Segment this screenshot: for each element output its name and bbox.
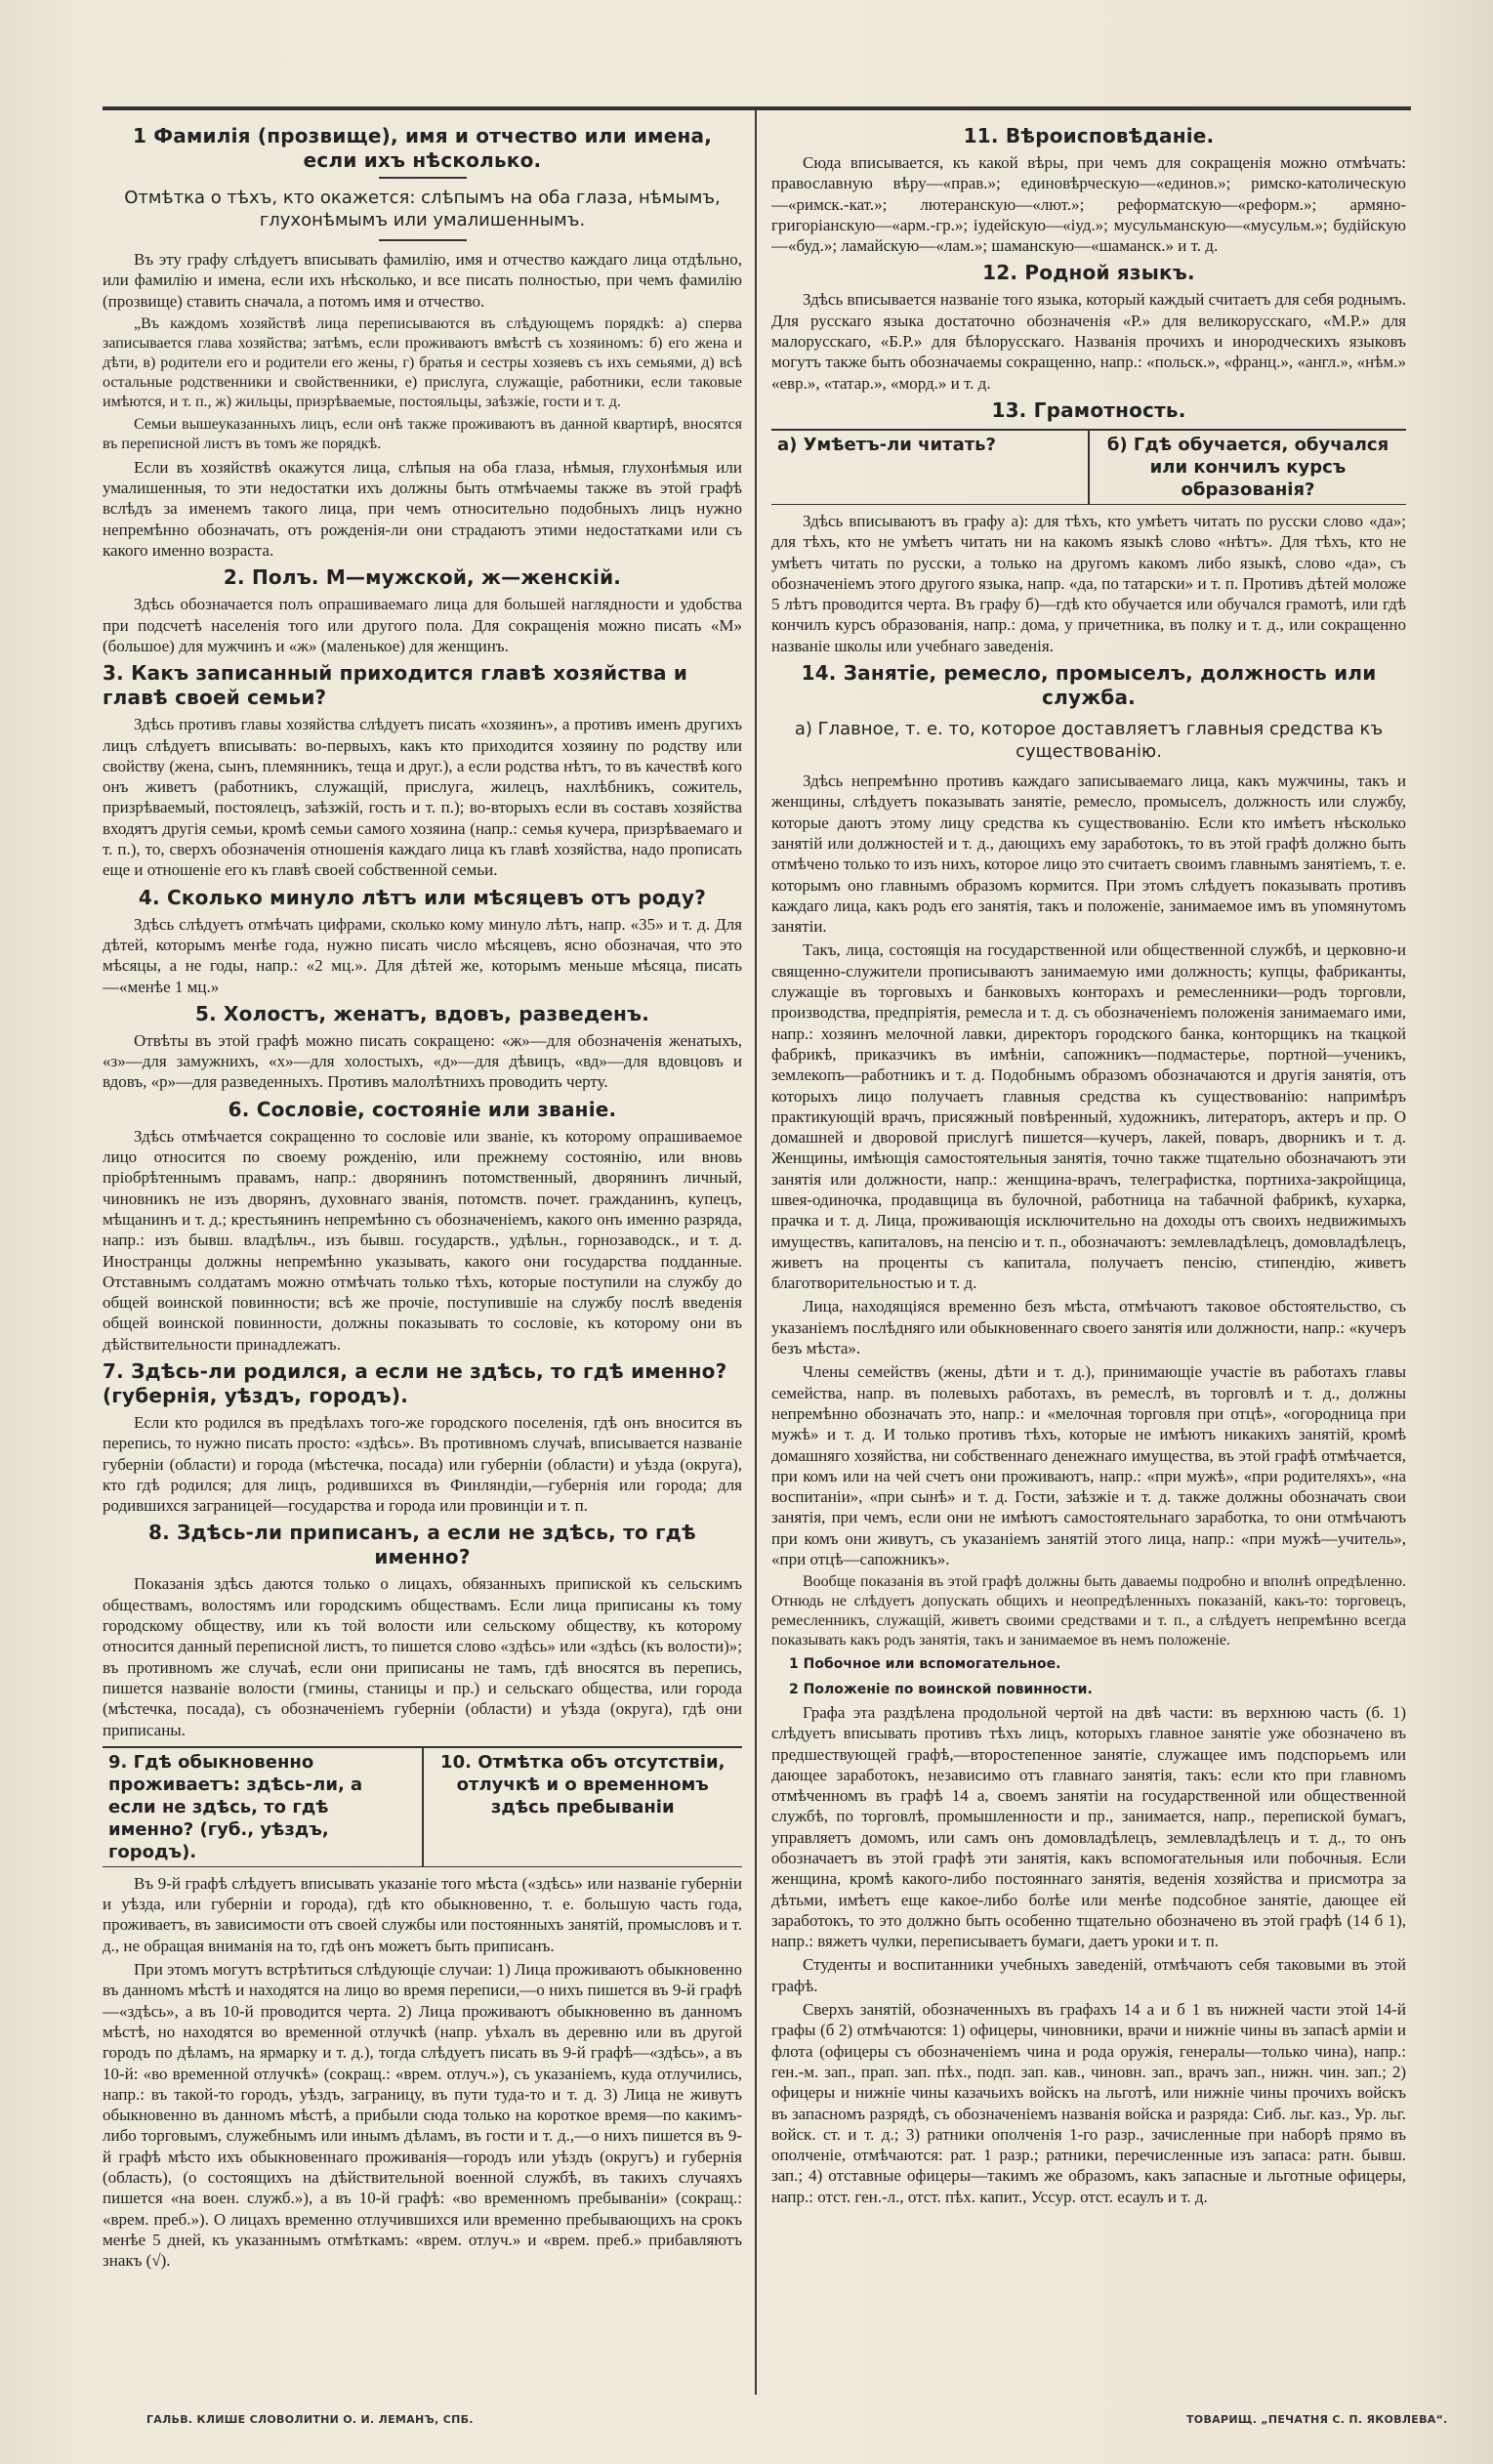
section-5-title: 5. Холостъ, женатъ, вдовъ, разведенъ. bbox=[194, 1001, 650, 1025]
paragraph: Въ 9-й графѣ слѣдуетъ вписывать указаніе того мѣста («здѣсь» или названіе губерніи и уѣзда, или губерніи и города), гдѣ кто обыкновенно, т. е. большую часть года, проживаетъ, въ зависимости отъ своей службы или постоянныхъ занятій, промысловъ и т. д., не обращая вниманія на то, гдѣ онъ можетъ быть приписанъ. bbox=[103, 1873, 742, 1955]
right-column bbox=[771, 119, 1406, 2385]
section-13-a: а) Умѣетъ-ли читать? bbox=[777, 434, 996, 455]
paragraph: Сверхъ занятій, обозначенныхъ въ графахъ 14 а и б 1 въ нижней части этой 14-й графы (б 2) отмѣчаются: 1) офицеры, чиновники, врачи и нижніе чины въ запасѣ арміи и флота (офицеры съ обозначеніемъ чина и рода оружія, генералы—только чина), напр.: ген.-м. зап., прап. зап. пѣх., подп. зап. кав., чиновн. зап., врачъ зап., нижн. чин. зап.; 2) офицеры и нижніе чины казачьихъ войскъ на льготѣ, или нижніе чины прочихъ войскъ въ запасномъ разрядѣ, съ обозначеніемъ названія войска и разряда: Сиб. льг. каз., Ур. льг. войск. ст. и т. д.; 3) ратники ополченія 1-го разр., зачисленные при наборѣ прямо въ ополченіе, отмѣчаются: рат. 1 разр.; ратники, перечисленные изъ запаса: ратн. бывш. зап.; 4) отставные офицеры—такимъ же образомъ, какъ запасные и льготные офицеры, напр.: отст. ген.-л., отст. пѣх. капит., Уссур. отст. есаулъ и т. д. bbox=[771, 2000, 1406, 2206]
section-2-title: 2. Полъ. М—мужской, ж—женскій. bbox=[223, 565, 622, 590]
paragraph: Если въ хозяйствѣ окажутся лица, слѣпыя на оба глаза, нѣмыя, глухонѣмыя или умалишенныя, то эти недостатки ихъ должны быть отмѣчаемы также въ этой графѣ вслѣдъ за именемъ такого лица, при чемъ относительно подобныхъ лицъ нужно непремѣнно обозначать, отъ рожденія-ли они страдаютъ этими недостатками или съ какого именно возраста. bbox=[103, 457, 742, 561]
section-3-title: 3. Какъ записанный приходится главѣ хозяйства и главѣ своей семьи? bbox=[103, 661, 688, 710]
paragraph: Такъ, лица, состоящія на государственной или общественной службѣ, и церковно-и священно-служители прописываютъ занимаемую ими должность; купцы, фабриканты, служащіе въ торговыхъ и банковыхъ конторахъ и ремесленники—родъ торговли, производства, предпріятія, ремесла и т. д. съ обозначеніемъ положенія занимаемаго ими, напр.: хозяинъ мелочной лавки, директоръ городского банка, конторщикъ на ткацкой фабрикѣ, приказчикъ въ имѣніи, сапожникъ—подмастерье, портной—ученикъ, землекопъ—работникъ и т. д. Подобнымъ образомъ обозначаются и другія занятія, отъ которыхъ лицо получаетъ главныя средства къ существованію: напримѣръ практикующій врачъ, присяжный повѣренный, художникъ, литераторъ, актеръ и пр. О домашней и дворовой прислугѣ пишется—кучеръ, лакей, поваръ, дворникъ и т. д. Женщины, имѣющія самостоятельныя занятія, точно также тщательно обозначаютъ эти занятія или должности, напр.: женщина-врачъ, телеграфистка, портниха-закройщица, швея-одиночка, продавщица въ булочной, работница на табачной фабрикѣ, кухарка, прачка и т. д. Лица, проживающія исключительно на доходы отъ своихъ недвижимыхъ имуществъ, капиталовъ, на пенсію и т. п., обозначаютъ: землевладѣлецъ, домовладѣлецъ, живетъ на проценты съ капитала, получаетъ пенсію, стипендію, живетъ благотворительностью и т. д. bbox=[771, 940, 1406, 1293]
paragraph: „Въ каждомъ хозяйствѣ лица переписываются въ слѣдующемъ порядкѣ: а) сперва записывается глава хозяйства; затѣмъ, если проживаютъ вмѣстѣ съ хозяиномъ: б) его жена и дѣти, в) родители его и родители его жены, г) братья и сестры хозяевъ съ ихъ семьями, д) всѣ остальные родственники и свойственники, е) прислуга, служащіе, работники, если таковые имѣются, и т. п., ж) жильцы, призрѣваемые, постояльцы, заѣзжіе, гости и т. д. bbox=[103, 314, 742, 410]
paragraph: Здѣсь непремѣнно противъ каждаго записываемаго лица, какъ мужчины, такъ и женщины, слѣдуетъ показывать занятіе, ремесло, промыселъ, должность или службу, которые даютъ этому лицу средства къ существованію. Если кто имѣетъ нѣсколько занятій или должностей и т. д., дающихъ ему заработокъ, то въ этой графѣ должно быть отмѣчено только то изъ нихъ, которое лицо это считаетъ своимъ главнымъ занятіемъ, т. е. которымъ оно главнымъ образомъ кормится. При этомъ слѣдуетъ показывать противъ каждаго лица, какъ родъ его занятія, такъ и положеніе, занимаемое имъ въ упомянутомъ занятіи. bbox=[771, 772, 1406, 937]
paragraph: Въ эту графу слѣдуетъ вписывать фамилію, имя и отчество каждаго лица отдѣльно, или фамилію и имена, если ихъ нѣсколько, и все писать полностью, при чемъ фамилію (прозвище) ставить сначала, а потомъ имя и отчество. bbox=[103, 250, 742, 311]
paragraph: Здѣсь слѣдуетъ отмѣчать цифрами, сколько кому минуло лѣтъ, напр. «35» и т. д. Для дѣтей, которымъ менѣе года, нужно писать число мѣсяцевъ, ясно обозначая, что это мѣсяцы, а не годы, напр.: «2 мц.». Для дѣтей же, которымъ меньше мѣсяца, писать—«менѣе 1 мц.» bbox=[103, 914, 742, 996]
paragraph: Отвѣты въ этой графѣ можно писать сокращено: «ж»—для обозначенія женатыхъ, «з»—для замужнихъ, «х»—для холостыхъ, «д»—для дѣвицъ, «вд»—для вдовцовъ и вдовъ, «р»—для разведенныхъ. Противъ малолѣтнихъ проводить черту. bbox=[103, 1030, 742, 1092]
section-14b2-heading: 2 Положеніе по воинской повинности. bbox=[789, 1681, 1093, 1697]
section-14b1-heading: 1 Побочное или вспомогательное. bbox=[789, 1656, 1061, 1673]
section-10-title: 10. Отмѣтка объ отсутствіи, отлучкѣ и о временномъ здѣсь пребываніи bbox=[422, 1748, 743, 1866]
paragraph: Лица, находящіяся временно безъ мѣста, отмѣчаютъ таковое обстоятельство, съ указаніемъ послѣдняго или обыкновеннаго своего занятія или должности, напр.: «кучеръ безъ мѣста». bbox=[771, 1297, 1406, 1358]
paragraph: Графа эта раздѣлена продольной чертой на двѣ части: въ верхнюю часть (б. 1) слѣдуетъ вписывать противъ тѣхъ лицъ, которыхъ главное занятіе уже обозначено въ предшествующей графѣ,—второстепенное занятіе, служащее имъ подспорьемъ или дающее заработокъ, независимо отъ главнаго занятія, такъ: если кто при главномъ отмѣченномъ въ графѣ 14 а, своемъ занятіи на государственной или общественной службѣ, по торговлѣ, промышленности и пр., занимается, напр., перепиской бумагъ, управляетъ домомъ, или самъ онъ домовладѣлецъ, землевладѣлецъ и т. д., то онъ обозначаетъ въ этой графѣ эти занятія, какъ вспомогательныя или побочныя. Если женщина, кромѣ какого-либо постояннаго занятія, веденія хозяйства и присмотра за дѣтьми, имѣетъ еще какое-либо болѣе или менѣе подсобное занятіе, дающее ей заработокъ, то это должно быть особенно тщательно обозначено въ этой графѣ (14 б 1), напр.: вяжетъ чулки, переписываетъ бумаги, даетъ уроки и т. п. bbox=[771, 1702, 1406, 1951]
left-column bbox=[103, 119, 742, 2385]
section-13-b: б) Гдѣ обучается, обучался или кончилъ курсъ образованія? bbox=[1088, 431, 1406, 504]
section-1-title: 1 Фамилія (прозвище), имя и отчество или имена, если ихъ нѣсколько. bbox=[132, 124, 712, 172]
paragraph: Если кто родился въ предѣлахъ того-же городского поселенія, гдѣ онъ вносится въ перепись, то нужно писать просто: «здѣсь». Въ противномъ случаѣ, вписывается названіе губерніи (области) и города (мѣстечка, посада) или губерніи (области) и уѣзда (округа), кто гдѣ родился; для лицъ, родившихся въ Финляндіи,—губернія или города; для родившихся заграницей—государства и города или провинціи и т. п. bbox=[103, 1412, 742, 1516]
paragraph: Здѣсь вписывается названіе того языка, который каждый считаетъ для себя роднымъ. Для русскаго языка достаточно обозначенія «Р.» для великорусскаго, «М.Р.» для малорусскаго, «Б.Р.» для бѣлорусскаго. Названія прочихъ и инородческихъ языковъ могутъ также быть обозначаемы сокращенно, напр.: «польск.», «франц.», «англ.», «нѣм.» «евр.», «татар.», «морд.» и т. д. bbox=[771, 290, 1406, 393]
section-12-title: 12. Родной языкъ. bbox=[982, 261, 1195, 285]
paragraph: Показанія здѣсь даются только о лицахъ, обязанныхъ припиской къ сельскимъ обществамъ, волостямъ или городскимъ обществамъ. Если лица приписаны къ тому городскому обществу, или къ той волости или сельскому обществу, къ которому относится данный переписной листъ, то пишется слово «здѣсь» или «здѣсь (къ волости)»; въ противномъ же случаѣ, если они приписаны не тамъ, гдѣ вносятся въ перепись, пишется названіе волости (гмины, станицы и пр.) и сельскаго общества, или города (мѣстечка, посада), съ обозначеніемъ губерніи (области) и уѣзда (округа), гдѣ они приписаны. bbox=[103, 1574, 742, 1739]
section-11-title: 11. Вѣроисповѣданіе. bbox=[963, 124, 1215, 147]
section-1-subtitle: Отмѣтка о тѣхъ, кто окажется: слѣпымъ на оба глаза, нѣмымъ, глухонѣмымъ или умалишеннымъ. bbox=[124, 188, 721, 230]
section-13-title: 13. Грамотность. bbox=[991, 397, 1186, 422]
section-14-title: 14. Занятіе, ремесло, промыселъ, должность или служба. bbox=[801, 661, 1377, 710]
sections-9-10-header bbox=[103, 1746, 742, 1867]
paragraph: Сюда вписывается, къ какой вѣры, при чемъ для сокращенія можно отмѣчать: православную вѣру—«прав.»; единовѣрческую—«единов.»; римско-католическую—«римск.-кат.»; лютеранскую—«лют.»; реформатскую—«реформ.»; армяно-григоріанскую—«арм.-гр.»; іудейскую—«іуд.»; мусульманскую—«мусульм.»; будійскую—«буд.»; ламайскую—«лам.»; шаманскую—«шаманск.» и т. д. bbox=[771, 153, 1406, 256]
column-divider bbox=[755, 109, 757, 2395]
section-13-subheader bbox=[771, 429, 1406, 505]
section-7-title: 7. Здѣсь-ли родился, а если не здѣсь, то гдѣ именно? (губернія, уѣздъ, городъ). bbox=[103, 1358, 727, 1407]
section-6-title: 6. Сословіе, состояніе или званіе. bbox=[228, 1097, 617, 1121]
section-8-title: 8. Здѣсь-ли приписанъ, а если не здѣсь, то гдѣ именно? bbox=[148, 1521, 696, 1569]
short-rule bbox=[379, 239, 467, 241]
printer-imprint-left: ГАЛЬВ. КЛИШЕ СЛОВОЛИТНИ О. И. ЛЕМАНЪ, СПБ. bbox=[146, 2413, 474, 2426]
paragraph: Члены семействъ (жены, дѣти и т. д.), принимающіе участіе въ работахъ главы семейства, напр. въ полевыхъ работахъ, въ ремеслѣ, въ торговлѣ и т. д., должны непремѣнно обозначать это, напр.: и «мелочная торговля при отцѣ», «огородница при мужѣ» и т. д. И только противъ тѣхъ, которые не имѣютъ никакихъ занятій, кромѣ домашняго хозяйства, ни собственнаго денежнаго имущества, въ этой графѣ отмѣчается, при комъ или на чей счетъ они проживаютъ, напр.: «при мужѣ», «при родителяхъ», «на воспитаніи», «при сынѣ» и т. д. Гости, заѣзжіе и т. д. также должны обозначать свои занятія, при чемъ, если они не имѣютъ самостоятельнаго заработка, то они отмѣчаютъ при комъ они живутъ, съ указаніемъ занятій этого лица, напр.: «при мужѣ—учитель», «при отцѣ—сапожникъ». bbox=[771, 1362, 1406, 1569]
paragraph: Здѣсь противъ главы хозяйства слѣдуетъ писать «хозяинъ», а противъ именъ другихъ лицъ слѣдуетъ вписывать: во-первыхъ, какъ кто приходится хозяину по родству или свойству (жена, сынъ, племянникъ, теща и друг.), а если родства нѣтъ, то въ качествѣ кого онъ живетъ (работникъ, служащій, прислуга, жилецъ, нахлѣбникъ, сожитель, призрѣваемый, постоялецъ, заѣзжій, гость и т. п.); во-вторыхъ если въ составъ хозяйства входятъ другія семьи, кромѣ семьи самого хозяина (напр.: семья кучера, призрѣваемаго и т. п.), то, сверхъ обозначенія отношенія каждаго лица къ главѣ хозяйства, надо прописать еще и отношеніе его къ главѣ своей собственной семьи. bbox=[103, 715, 742, 880]
paragraph: Семьи вышеуказанныхъ лицъ, если онѣ также проживаютъ въ данной квартирѣ, вносятся въ переписной листъ въ томъ же порядкѣ. bbox=[103, 415, 742, 452]
section-14-subtitle: а) Главное, т. е. то, которое доставляетъ главныя средства къ существованію. bbox=[794, 719, 1384, 763]
paragraph: Вообще показанія въ этой графѣ должны быть даваемы подробно и вполнѣ опредѣленно. Отнюдь не слѣдуетъ допускать общихъ и неопредѣленныхъ показаній, какъ-то: торговецъ, ремесленникъ, служащій, живетъ своими средствами и т. п., а слѣдуетъ непремѣнно всегда показывать какъ родъ занятія, такъ и занимаемое въ немъ положеніе. bbox=[771, 1573, 1406, 1650]
paragraph: Студенты и воспитанники учебныхъ заведеній, отмѣчаютъ себя таковыми въ этой графѣ. bbox=[771, 1955, 1406, 1995]
paragraph: Здѣсь вписываютъ въ графу а): для тѣхъ, кто умѣетъ читать по русски слово «да»; для тѣхъ, кто не умѣетъ читать ни на какомъ языкѣ слово «нѣтъ». Для тѣхъ, кто не умѣетъ читать по русски, а только на другомъ какомъ либо языкѣ, слово «да», съ обозначеніемъ этого другого языка, напр. «да, по татарски» и т. п. Противъ дѣтей моложе 5 лѣтъ проводится черта. Въ графу б)—гдѣ кто обучается или обучался грамотѣ, или гдѣ кончилъ курсъ образованія, напр.: дома, у причетника, въ полку и т. д., или сокращенно названіе школы или учебнаго заведенія. bbox=[771, 511, 1406, 655]
printer-imprint-right: ТОВАРИЩ. „ПЕЧАТНЯ С. П. ЯКОВЛЕВА“. bbox=[1186, 2413, 1448, 2426]
paragraph: Здѣсь отмѣчается сокращенно то сословіе или званіе, къ которому опрашиваемое лицо относится по своему рожденію, или прежнему состоянію, или вновь пріобрѣтеннымъ правамъ, напр.: дворянинъ потомственный, дворянинъ личный, чиновникъ не изъ дворянъ, духовнаго званія, потомств. почет. гражданинъ, купецъ, мѣщанинъ и т. д.; крестьянинъ непремѣнно съ обозначеніемъ, какого онъ именно разряда, напр.: изъ бывш. владѣльч., изъ бывш. государств., удѣльн., горнозаводск., и т. д. Иностранцы должны непремѣнно указывать, какого они государства подданные. Отставнымъ солдатамъ можно отмѣчать только тѣхъ, которые поступили на службу до общей воинской повинности; всѣ же прочіе, поступившіе на службу послѣ введенія общей воинской повинности, должны показывать то сословіе, къ которому они въ дѣйствительности принадлежатъ. bbox=[103, 1126, 742, 1354]
section-4-title: 4. Сколько минуло лѣтъ или мѣсяцевъ отъ роду? bbox=[138, 885, 707, 909]
paragraph: Здѣсь обозначается полъ опрашиваемаго лица для большей наглядности и удобства при подсчетѣ населенія того или другого пола. Для сокращенія можно писать «М» (большое) для мужчинъ и «ж» (маленькое) для женщинъ. bbox=[103, 595, 742, 655]
short-rule bbox=[379, 177, 467, 179]
top-rule bbox=[103, 106, 1411, 110]
section-9-title: 9. Гдѣ обыкновенно проживаетъ: здѣсь-ли, а если не здѣсь, то гдѣ именно? (губ., уѣздъ, городъ). bbox=[108, 1751, 363, 1862]
paragraph: При этомъ могутъ встрѣтиться слѣдующіе случаи: 1) Лица проживаютъ обыкновенно въ данномъ мѣстѣ и находятся на лицо во время переписи,—о нихъ пишется въ 9-й графѣ—«здѣсь», а въ 10-й проводится черта. 2) Лица проживаютъ обыкновенно въ данномъ мѣстѣ, но находятся во временной отлучкѣ (напр. уѣхалъ въ деревню или въ другой городъ по дѣламъ, на ярмарку и т. д.), тогда слѣдуетъ писать въ 9-й графѣ—«здѣсь», а въ 10-й: «во временной отлучкѣ» (сокращ.: «врем. отлуч.»), съ указаніемъ, куда отлучились, напр.: въ такой-то городъ, уѣздъ, заграницу, въ пути туда-то и т. д. 3) Лица не живутъ обыкновенно въ данномъ мѣстѣ, а прибыли сюда только на короткое время—по какимъ-либо торговымъ, служебнымъ или инымъ дѣламъ, въ гости и т. д.,—о нихъ пишется въ 9-й графѣ мѣсто ихъ обыкновеннаго проживанія—городъ или уѣздъ (округъ) и губернія (область), (о состоящихъ на дѣйствительной военной службѣ, въ такихъ случаяхъ пишется «на воен. служб.»), а въ 10-й графѣ: «во временномъ пребываніи» (сокращ.: «врем. преб.»). О лицахъ временно отлучившихся или временно пребывающихъ на срокъ менѣе 5 дней, къ указаннымъ отмѣткамъ: «врем. отлуч.» и «врем. преб.» прибавляютъ знакъ (√). bbox=[103, 1960, 742, 2271]
